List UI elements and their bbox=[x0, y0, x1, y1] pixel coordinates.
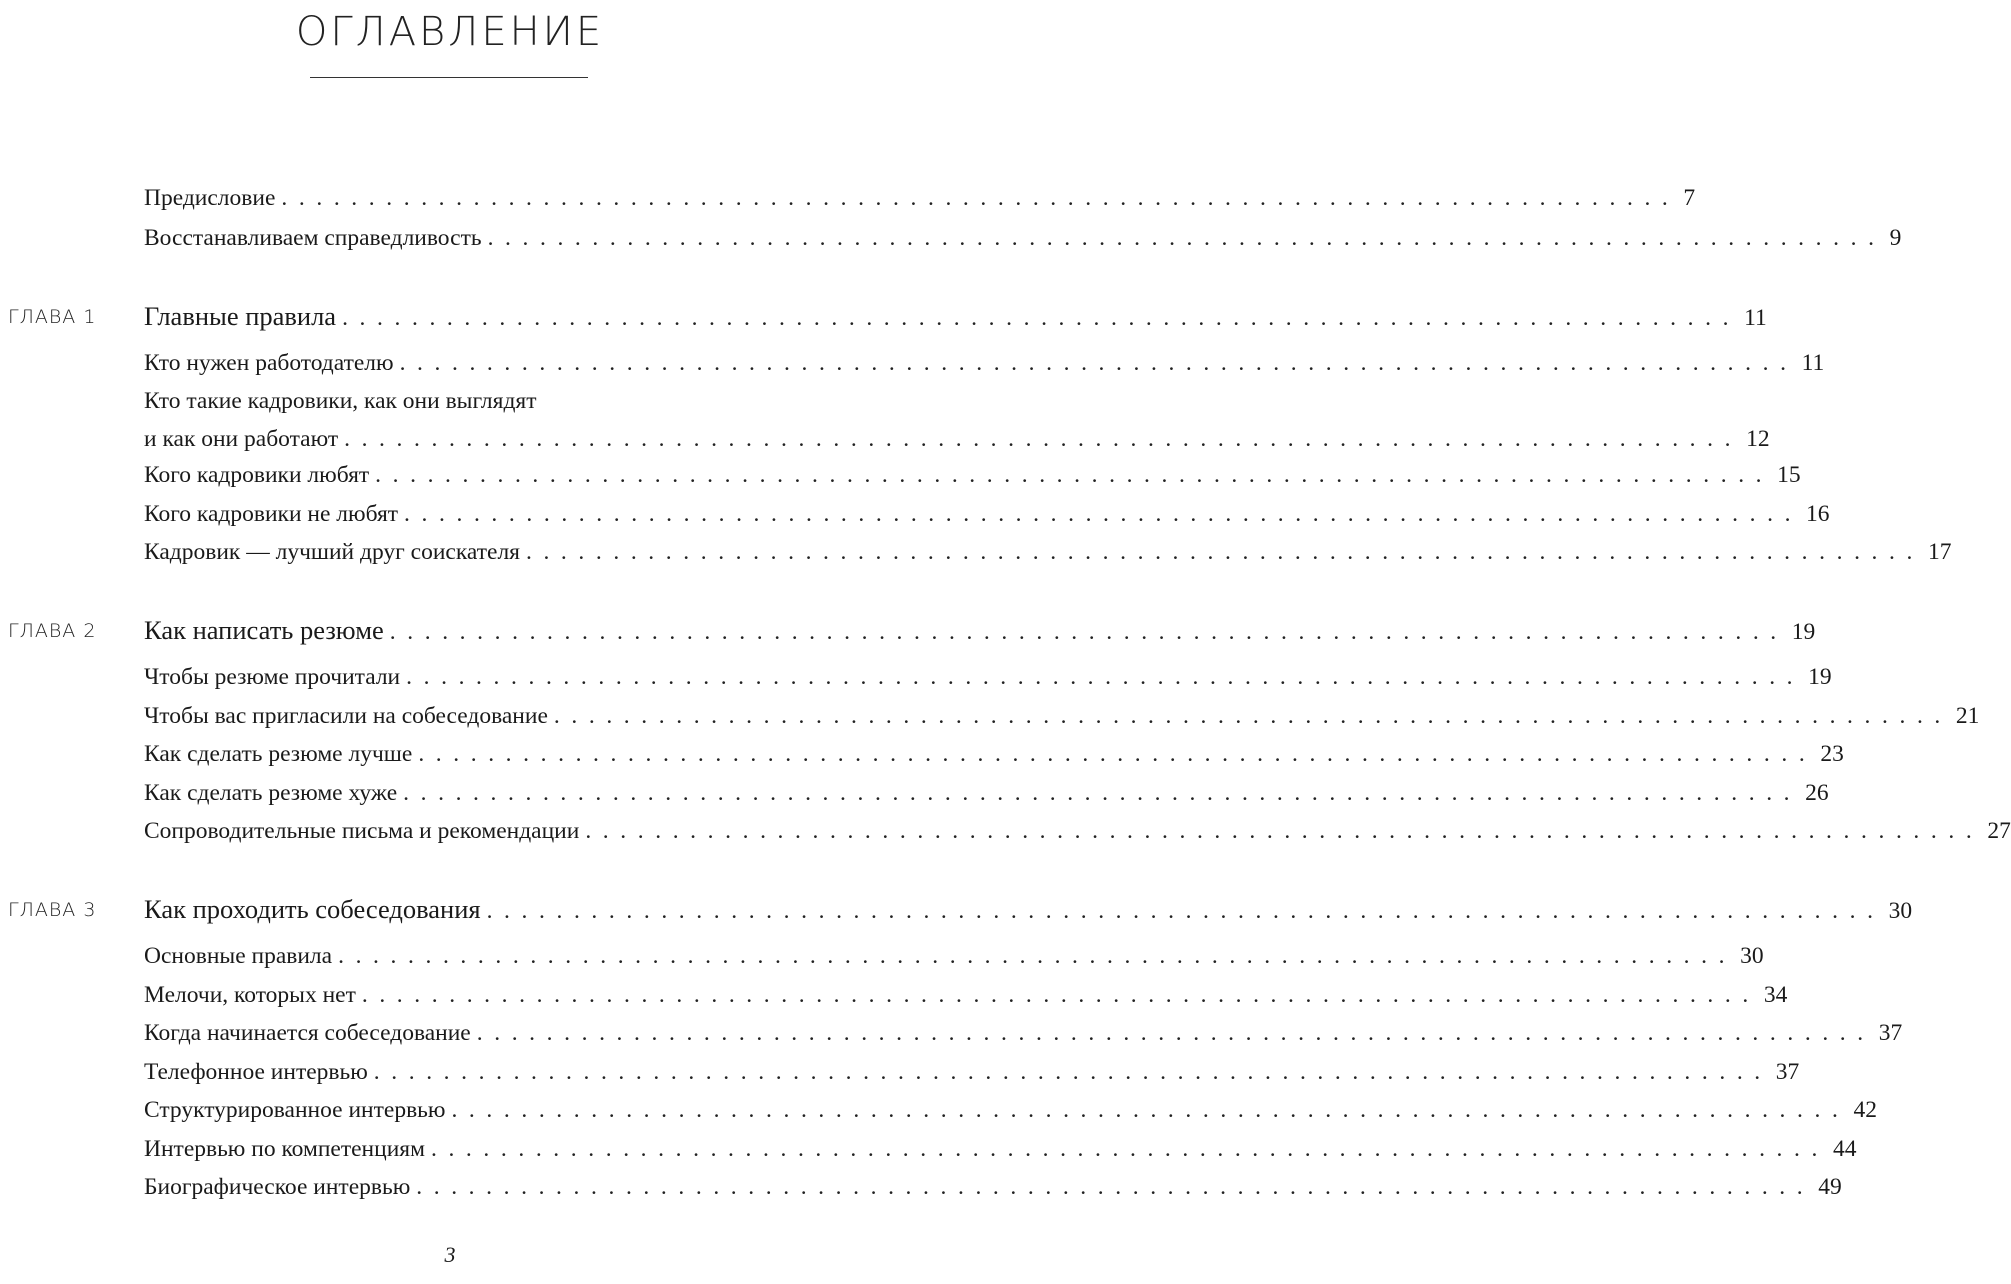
dot-leader: ................................................................................ bbox=[342, 305, 1741, 331]
toc-page-number: 30 bbox=[1888, 898, 1913, 924]
dot-leader: ................................................................................ bbox=[344, 426, 1743, 452]
dot-leader: ................................................................................ bbox=[373, 1059, 1772, 1085]
toc-entry-text: Сопроводительные письма и рекомендации bbox=[144, 818, 580, 844]
toc-section[interactable] bbox=[144, 346, 1825, 380]
dot-leader: ................................................................................ bbox=[375, 462, 1774, 488]
toc-section[interactable] bbox=[144, 699, 1980, 733]
toc-section[interactable] bbox=[144, 978, 1788, 1012]
toc-entry-text: Структурированное интервью bbox=[144, 1097, 446, 1123]
title-underline bbox=[310, 77, 588, 78]
toc-entry-text: Кто нужен работодателю bbox=[144, 350, 394, 376]
toc-entry-text: Биографическое интервью bbox=[144, 1174, 411, 1200]
toc-page-number: 42 bbox=[1853, 1097, 1877, 1123]
toc-entry-text: Основные правила bbox=[144, 943, 333, 969]
dot-leader: ................................................................................ bbox=[585, 818, 1984, 844]
dot-leader: ................................................................................ bbox=[399, 350, 1798, 376]
toc-entry-text: и как они работают bbox=[144, 426, 339, 452]
page-title: ОГЛАВЛЕНИЕ bbox=[295, 9, 605, 55]
dot-leader: ................................................................................ bbox=[403, 780, 1802, 806]
toc-page-number: 16 bbox=[1806, 501, 1830, 527]
toc-page-number: 19 bbox=[1808, 664, 1832, 690]
dot-leader: ................................................................................ bbox=[430, 1136, 1829, 1162]
dot-leader: ................................................................................ bbox=[389, 619, 1788, 645]
toc-entry-text-line1: Кто такие кадровики, как они выглядят bbox=[144, 388, 537, 414]
toc-entry-text: Как проходить собеседования bbox=[144, 894, 481, 924]
toc-page-number: 12 bbox=[1746, 426, 1770, 452]
toc-section[interactable] bbox=[144, 1132, 1857, 1166]
toc-page-number: 11 bbox=[1801, 350, 1825, 376]
dot-leader: ................................................................................ bbox=[451, 1097, 1850, 1123]
toc-page-number: 44 bbox=[1832, 1136, 1857, 1162]
page-number: 3 bbox=[444, 1242, 456, 1267]
toc-page-number: 7 bbox=[1683, 185, 1696, 211]
toc-entry-text: Как сделать резюме лучше bbox=[144, 741, 413, 767]
toc-page-number: 30 bbox=[1740, 943, 1764, 969]
toc-section[interactable] bbox=[144, 458, 1801, 492]
toc-entry-text: Телефонное интервью bbox=[144, 1059, 368, 1085]
toc-entry-text: Когда начинается собеседование bbox=[144, 1020, 471, 1046]
toc-entry-text: Мелочи, которых нет bbox=[144, 982, 356, 1008]
chapter-label: ГЛАВА 2 bbox=[8, 620, 97, 642]
toc-entry-text: Кого кадровики не любят bbox=[144, 501, 399, 527]
toc-section[interactable] bbox=[144, 384, 1770, 456]
chapter-label: ГЛАВА 1 bbox=[8, 306, 97, 328]
toc-chapter-title[interactable] bbox=[144, 892, 1913, 928]
toc-page-number: 17 bbox=[1927, 539, 1952, 565]
toc-entry-text: Предисловие bbox=[144, 185, 276, 211]
toc-section[interactable] bbox=[144, 1170, 1842, 1204]
toc-entry-text: Чтобы резюме прочитали bbox=[144, 664, 401, 690]
toc-entry-restoring-justice[interactable] bbox=[144, 221, 1902, 255]
toc-section[interactable] bbox=[144, 497, 1830, 531]
toc-chapter-title[interactable] bbox=[144, 299, 1767, 335]
toc-page-number: 49 bbox=[1818, 1174, 1842, 1200]
dot-leader: ................................................................................ bbox=[416, 1174, 1815, 1200]
toc-page-number: 9 bbox=[1889, 225, 1902, 251]
dot-leader: ................................................................................ bbox=[338, 943, 1737, 969]
toc-section[interactable] bbox=[144, 1055, 1800, 1089]
toc-page-number: 11 bbox=[1744, 305, 1767, 331]
dot-leader: ................................................................................ bbox=[406, 664, 1805, 690]
dot-leader: ................................................................................ bbox=[476, 1020, 1875, 1046]
toc-section[interactable] bbox=[144, 535, 1952, 569]
toc-page-number: 27 bbox=[1987, 818, 2011, 844]
dot-leader: ................................................................................ bbox=[404, 501, 1803, 527]
toc-entry-text: Восстанавливаем справедливость bbox=[144, 225, 482, 251]
dot-leader: ................................................................................ bbox=[525, 539, 1924, 565]
dot-leader: ................................................................................ bbox=[281, 185, 1680, 211]
toc-page-number: 26 bbox=[1805, 780, 1829, 806]
toc-entry-text: Кадровик — лучший друг соискателя bbox=[144, 539, 520, 565]
toc-page-number: 34 bbox=[1763, 982, 1788, 1008]
dot-leader: ................................................................................ bbox=[487, 225, 1886, 251]
toc-section[interactable] bbox=[144, 1016, 1903, 1050]
chapter-label: ГЛАВА 3 bbox=[8, 899, 97, 921]
toc-section[interactable] bbox=[144, 814, 2011, 848]
dot-leader: ................................................................................ bbox=[553, 703, 1952, 729]
toc-section[interactable] bbox=[144, 737, 1844, 771]
dot-leader: ................................................................................ bbox=[486, 898, 1885, 924]
toc-entry-text: Главные правила bbox=[144, 301, 337, 331]
toc-chapter-title[interactable] bbox=[144, 613, 1816, 649]
toc-page-number: 37 bbox=[1878, 1020, 1903, 1046]
toc-entry-text: Как сделать резюме хуже bbox=[144, 780, 398, 806]
toc-entry-text: Как написать резюме bbox=[144, 615, 384, 645]
toc-page-number: 37 bbox=[1775, 1059, 1800, 1085]
toc-section[interactable] bbox=[144, 660, 1832, 694]
toc-section[interactable] bbox=[144, 939, 1764, 973]
toc-page-number: 19 bbox=[1791, 619, 1816, 645]
toc-page-number: 15 bbox=[1777, 462, 1801, 488]
dot-leader: ................................................................................ bbox=[361, 982, 1760, 1008]
toc-entry-text: Интервью по компетенциям bbox=[144, 1136, 425, 1162]
toc-page-number: 23 bbox=[1820, 741, 1844, 767]
toc-section[interactable] bbox=[144, 1093, 1877, 1127]
dot-leader: ................................................................................ bbox=[418, 741, 1817, 767]
toc-entry-text: Чтобы вас пригласили на собеседование bbox=[144, 703, 548, 729]
toc-entry-foreword[interactable] bbox=[144, 181, 1696, 215]
toc-section[interactable] bbox=[144, 776, 1829, 810]
toc-page-number: 21 bbox=[1955, 703, 1980, 729]
toc-entry-text: Кого кадровики любят bbox=[144, 462, 370, 488]
